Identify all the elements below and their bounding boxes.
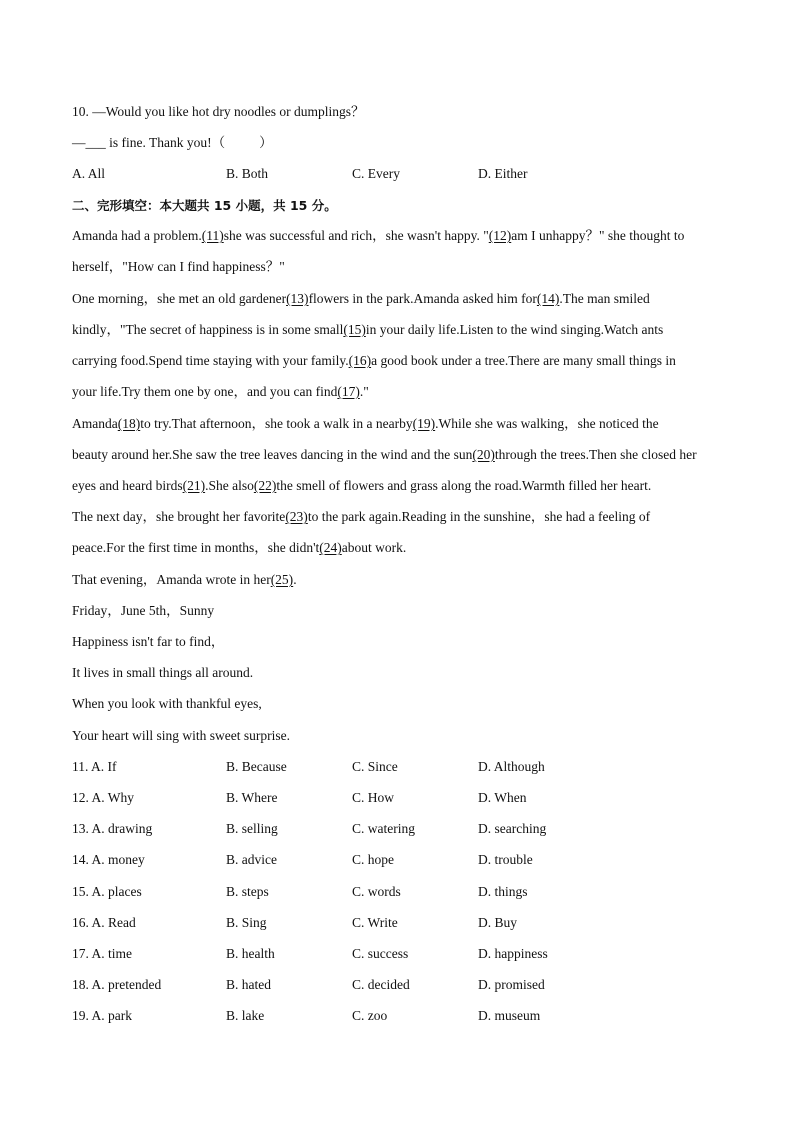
option-d: D. When — [478, 790, 527, 805]
blank-number: (24) — [319, 540, 342, 555]
option-d: D. promised — [478, 977, 545, 992]
passage-text: kindly，"The secret of happiness is in some small — [72, 322, 344, 337]
option-d: D. happiness — [478, 946, 548, 961]
passage-text: . — [293, 572, 297, 587]
option-c: C. zoo — [352, 1008, 388, 1023]
passage-text: The next day，she brought her favorite — [72, 509, 286, 524]
passage-line — [72, 539, 406, 557]
passage-text: Amanda had a problem. — [72, 228, 202, 243]
option-c: C. Since — [352, 759, 398, 774]
q10-answer-prefix: — — [72, 135, 86, 150]
blank-number: (14) — [536, 291, 560, 306]
option-a: 13. A. drawing — [72, 821, 153, 836]
blank-number: (22) — [253, 478, 277, 493]
passage-text: a good book under a tree.There are many small things in — [371, 353, 676, 368]
passage-text: .She also — [205, 478, 254, 493]
option-d: D. museum — [478, 1008, 541, 1023]
blank-number: (16) — [348, 353, 372, 368]
passage-text: about work. — [341, 540, 407, 555]
blank-number: (13) — [286, 291, 309, 306]
option-d: D. trouble — [478, 852, 533, 867]
passage-line — [72, 290, 650, 308]
option-d: D. searching — [478, 821, 547, 836]
q10-option-c: C. Every — [352, 166, 400, 181]
passage-text: beauty around her.She saw the tree leaves dancing in the wind and the sun — [72, 447, 473, 462]
q10-option-b: B. Both — [226, 166, 269, 181]
passage-text: One morning，she met an old gardener — [72, 291, 287, 306]
blank-number: (18) — [117, 416, 141, 431]
passage-text: the smell of flowers and grass along the road.Warmth filled her heart. — [276, 478, 652, 493]
passage-text: she was successful and rich，she wasn't happy. " — [223, 228, 489, 243]
diary-date: Friday，June 5th，Sunny — [72, 603, 215, 618]
passage-line — [72, 258, 285, 276]
passage-line — [72, 508, 650, 526]
blank-number: (11) — [201, 228, 224, 243]
option-b: B. health — [226, 946, 275, 961]
passage-text: Amanda — [72, 416, 118, 431]
blank-number: (21) — [182, 478, 206, 493]
passage-line — [72, 352, 676, 370]
q10-answer-suffix: is fine. Thank you!（ — [105, 135, 226, 150]
passage-line — [72, 571, 297, 589]
passage-line — [72, 446, 697, 464]
option-b: B. Where — [226, 790, 278, 805]
blank-number: (12) — [488, 228, 512, 243]
q10-answer-line — [72, 134, 273, 152]
option-a: 17. A. time — [72, 946, 132, 961]
passage-text: in your daily life.Listen to the wind singing.Watch ants — [365, 322, 664, 337]
option-b: B. steps — [226, 884, 269, 899]
passage-line — [72, 227, 684, 245]
blank-number: (20) — [472, 447, 495, 462]
option-d: D. Although — [478, 759, 545, 774]
poem-line: When you look with thankful eyes, — [72, 696, 262, 711]
q10-blank: ___ — [85, 135, 106, 150]
q10-stem: 10. —Would you like hot dry noodles or dumplings？ — [72, 104, 365, 119]
q10-answer-close: ） — [259, 135, 273, 150]
option-b: B. Sing — [226, 915, 267, 930]
blank-number: (19) — [412, 416, 436, 431]
blank-number: (23) — [285, 509, 308, 524]
passage-line — [72, 383, 369, 401]
option-a: 12. A. Why — [72, 790, 135, 805]
passage-line — [72, 321, 663, 339]
passage-text: to try.That afternoon，she took a walk in a nearby — [140, 416, 413, 431]
passage-text: through the trees.Then she closed her — [494, 447, 697, 462]
passage-text: .The man smiled — [559, 291, 650, 306]
option-a: 19. A. park — [72, 1008, 132, 1023]
option-a: 16. A. Read — [72, 915, 136, 930]
passage-text: am I unhappy？" she thought to — [511, 228, 685, 243]
passage-text: herself，"How can I find happiness？" — [72, 259, 285, 274]
passage-line — [72, 477, 651, 495]
option-d: D. Buy — [478, 915, 518, 930]
poem-line: Happiness isn't far to find， — [72, 634, 225, 649]
passage-text: peace.For the first time in months，she didn't — [72, 540, 320, 555]
passage-text: .While she was walking，she noticed the — [435, 416, 659, 431]
option-a: 15. A. places — [72, 884, 142, 899]
option-b: B. selling — [226, 821, 278, 836]
section-title: 二、完形填空：本大题共 15 小题，共 15 分。 — [72, 198, 337, 213]
poem-line: Your heart will sing with sweet surprise. — [72, 728, 290, 743]
blank-number: (15) — [343, 322, 366, 337]
option-c: C. hope — [352, 852, 394, 867]
option-c: C. decided — [352, 977, 410, 992]
option-b: B. hated — [226, 977, 271, 992]
blank-number: (25) — [270, 572, 294, 587]
passage-text: carrying food.Spend time staying with your family. — [72, 353, 349, 368]
option-b: B. lake — [226, 1008, 265, 1023]
option-a: 18. A. pretended — [72, 977, 162, 992]
passage-text: ." — [359, 384, 369, 399]
option-c: C. words — [352, 884, 401, 899]
option-c: C. Write — [352, 915, 398, 930]
option-d: D. things — [478, 884, 528, 899]
passage-line — [72, 415, 659, 433]
passage-text: your life.Try them one by one，and you can find — [72, 384, 338, 399]
option-c: C. success — [352, 946, 409, 961]
q10-option-d: D. Either — [478, 166, 528, 181]
passage-text: flowers in the park.Amanda asked him for — [308, 291, 537, 306]
passage-text: That evening，Amanda wrote in her — [72, 572, 271, 587]
blank-number: (17) — [337, 384, 360, 399]
poem-line: It lives in small things all around. — [72, 665, 254, 680]
option-c: C. watering — [352, 821, 415, 836]
passage-text: eyes and heard birds — [72, 478, 183, 493]
passage-text: to the park again.Reading in the sunshine，she had a feeling of — [307, 509, 651, 524]
option-a: 14. A. money — [72, 852, 145, 867]
option-c: C. How — [352, 790, 395, 805]
q10-option-a: A. All — [72, 166, 106, 181]
option-b: B. advice — [226, 852, 277, 867]
option-a: 11. A. If — [72, 759, 117, 774]
option-b: B. Because — [226, 759, 287, 774]
